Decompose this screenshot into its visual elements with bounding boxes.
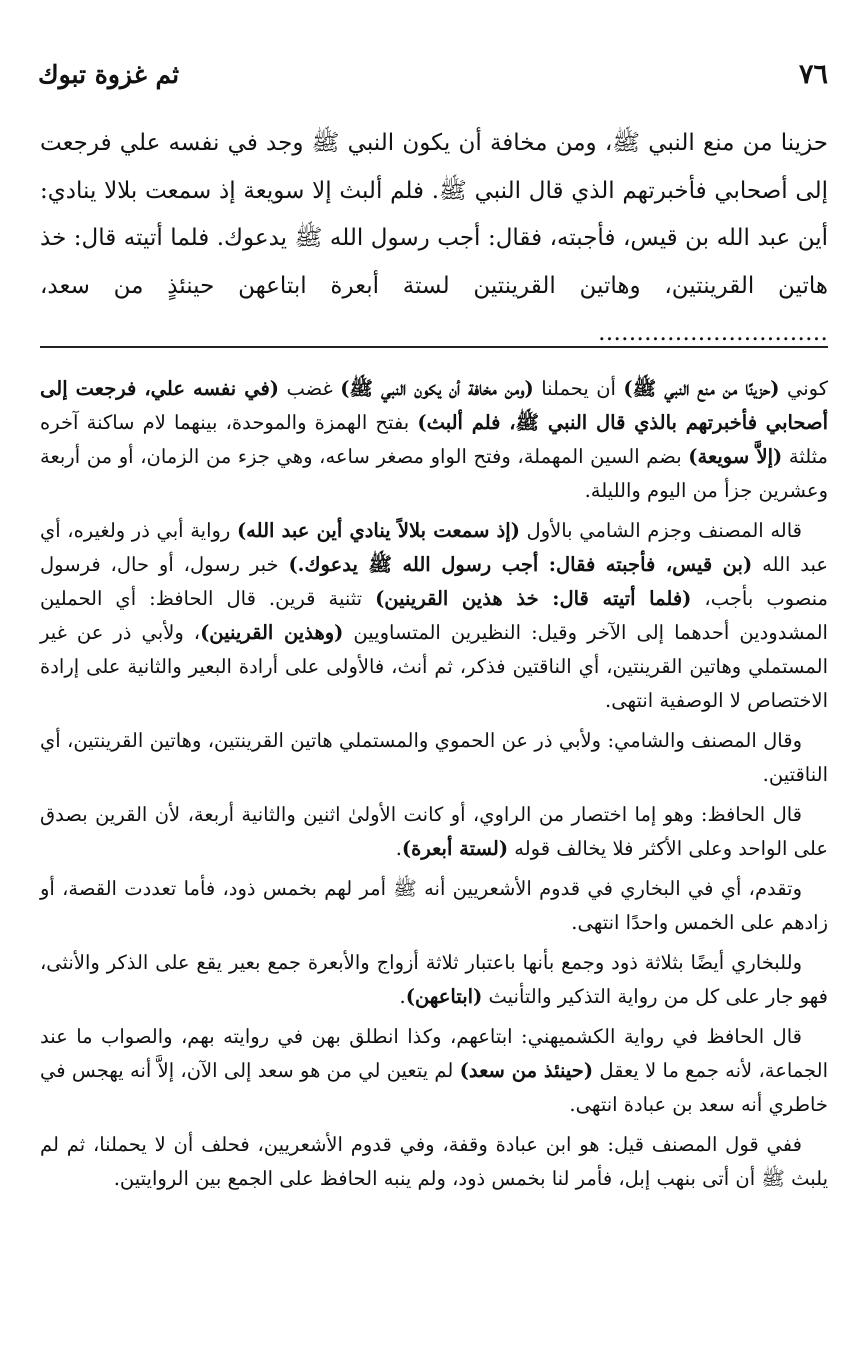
commentary-paragraph-3: وقال المصنف والشامي: ولأبي ذر عن الحموي والمستملي هاتين القرينتين، وهاتين القرينتين، أي الناقتين. [40,729,828,786]
commentary-text: كوني [779,377,829,400]
commentary-text: . [395,837,402,860]
commentary-text: بفتح الهمزة والموحدة، بينهما لام ساكنة آخره مثلثة [40,411,828,468]
commentary-text: خبر رسول، أو حال، فرسول منصوب بأجب، [40,553,828,610]
main-text-dots: ………………………… [598,320,828,346]
commentary-text: قال الحافظ في رواية الكشميهني: ابتاعهم، وكذا انطلق بهن في روايته بهم، والصواب ما عند الجماعة، لأنه جمع ما لا يعقل [40,1025,828,1082]
commentary-text: قاله المصنف وجزم الشامي بالأول [519,519,802,542]
commentary [40,372,828,1202]
quoted-matn: (فلما أتيته قال: خذ هذين القرينين) [375,587,692,610]
commentary-text: غضب [279,377,341,400]
commentary-text: . [399,985,406,1008]
commentary-text: ، ولأبي ذر عن غير المستملي وهاتين القرينتين، أي الناقتين فذكر، ثم أنث، فالأولى على أرادة البعير والثانية على إرادة الاختصاص لا الوصفية انتهى. [40,621,828,712]
quoted-matn: (ومن مخافة أن يكون النبي ﷺ) [340,377,534,400]
quoted-matn: (في نفسه علي، فرجعت إلى أصحابي فأخبرتهم بالذي قال النبي ﷺ، فلم ألبث) [40,377,828,434]
quoted-matn: (إذ سمعت بلالاً ينادي أين عبد الله) [236,519,520,542]
main-text-body: حزينا من منع النبي ﷺ، ومن مخافة أن يكون النبي ﷺ وجد في نفسه علي فرجعت إلى أصحابي فأخبرتهم الذي قال النبي ﷺ. فلم ألبث إلا سويعة إذ سمعت بلالا ينادي: أين عبد الله بن قيس، فأجبته، فقال: أجب رسول الله ﷺ يدعوك. فلما أتيته قال: خذ هاتين القرينتين، وهاتين القرينتين لستة أبعرة ابتاعهن حينئذٍ من سعد، [40,130,828,299]
commentary-text: رواية أبي ذر ولغيره، أي عبد الله [40,519,829,576]
quoted-matn: (بن قيس، فأجبته فقال: أجب رسول الله ﷺ يدعوك.) [288,553,753,576]
commentary-paragraph-4 [40,798,828,866]
quoted-matn: (إلاَّ سويعة) [688,445,783,468]
quoted-matn: (حينئذ من سعد) [459,1059,594,1082]
commentary-text: لم يتعين لي من هو سعد إلى الآن، إلاَّ أنه يهجس في خاطري أنه سعد بن عبادة انتهى. [40,1059,828,1116]
quoted-matn: (لستة أبعرة) [401,837,509,860]
commentary-text: تثنية قرين. قال الحافظ: أي الحملين المشدودين أحدهما إلى الآخر وقيل: النظيرين المتساويين [40,587,828,644]
main-text [40,120,828,358]
quoted-matn: (ابتاعهن) [405,985,483,1008]
separator-rule [40,346,828,348]
commentary-text: أن يحملنا [533,377,624,400]
commentary-paragraph-8: ففي قول المصنف قيل: هو ابن عبادة وقفة، وفي قدوم الأشعريين، فحلف أن لا يحملنا، ثم لم يلبث ﷺ أن أتى بنهب إبل، فأمر لنا بخمس ذود، ولم ينبه الحافظ على الجمع بين الروايتين. [40,1133,828,1190]
commentary-paragraph-2 [40,514,828,718]
page-header [38,54,828,94]
quoted-matn: (وهذين القرينين) [200,621,344,644]
commentary-paragraph-5: وتقدم، أي في البخاري في قدوم الأشعريين أنه ﷺ أمر لهم بخمس ذود، فأما تعددت القصة، أو زادهم على الخمس واحدًا انتهى. [40,877,828,934]
commentary-paragraph-1 [40,372,828,508]
page-number: ٧٦ [798,58,828,90]
quoted-matn: (حزينًا من منع النبي ﷺ) [623,377,780,400]
commentary-paragraph-6 [40,946,828,1014]
commentary-text: وللبخاري أيضًا بثلاثة ذود وجمع بأنها باعتبار ثلاثة أزواج والأبعرة جمع بعير يقع على الذكر والأنثى، فهو جار على كل من رواية التذكير والتأنيث [40,951,828,1008]
commentary-paragraph-7 [40,1020,828,1122]
running-title: ثم غزوة تبوك [38,59,180,89]
commentary-text: قال الحافظ: وهو إما اختصار من الراوي، أو كانت الأولىٰ اثنين والثانية أربعة، لأن القرين بصدق على الواحد وعلى الأكثر فلا يخالف قوله [40,803,828,860]
commentary-text: بضم السين المهملة، وفتح الواو مصغر ساعه، وهي جزء من الزمان، أو من أربعة وعشرين جزأ من اليوم والليلة. [40,445,828,502]
